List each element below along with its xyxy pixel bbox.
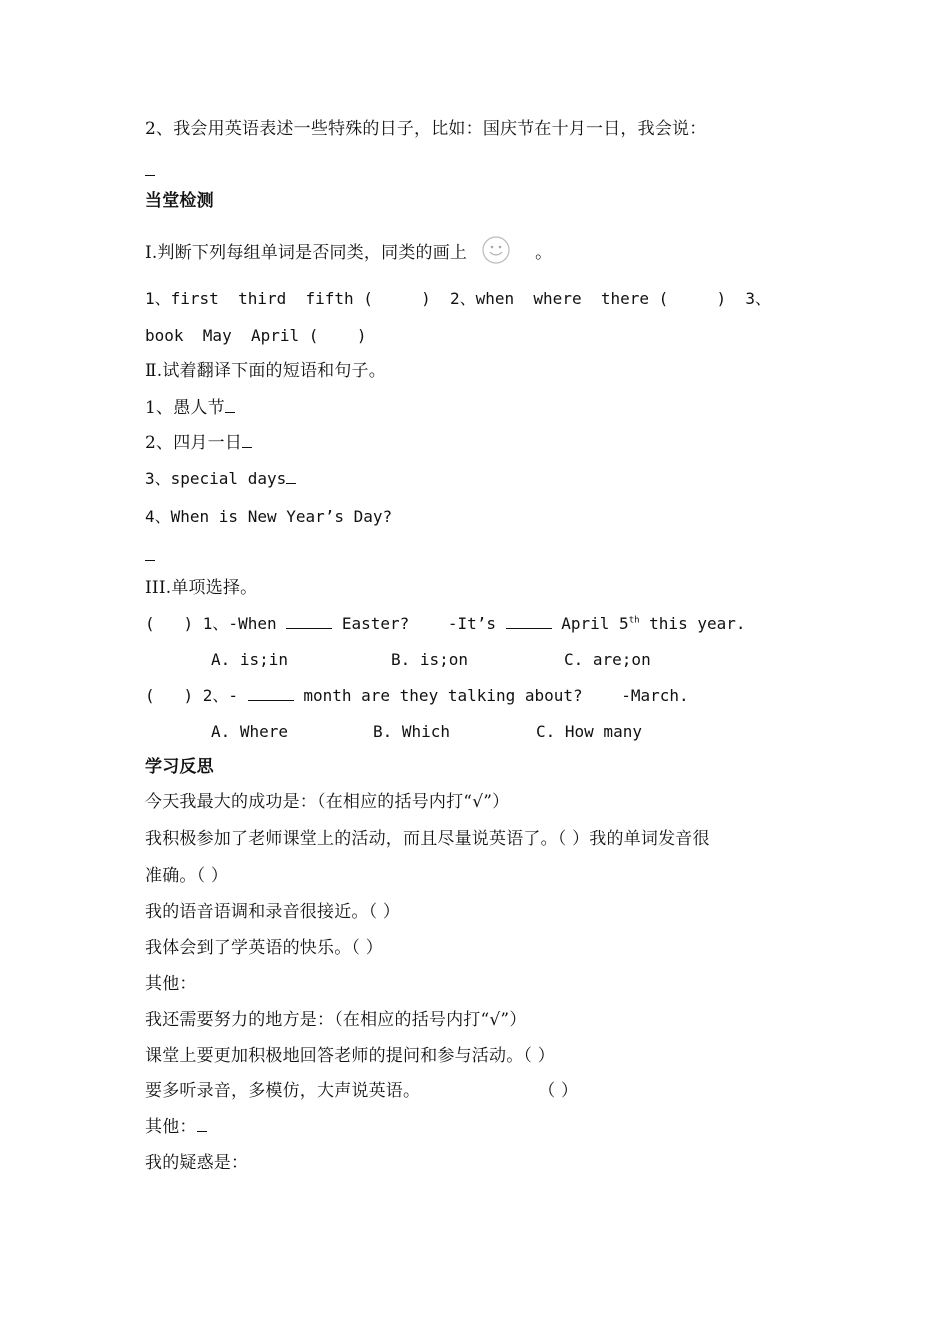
success-title: 今天我最大的成功是：（在相应的括号内打“√”） bbox=[145, 792, 510, 812]
other-label-1: 其他： bbox=[145, 974, 197, 994]
answer-blank bbox=[145, 160, 155, 182]
other-label-2: 其他： bbox=[145, 1116, 207, 1138]
question-2-options bbox=[211, 721, 642, 743]
improve-line-1: 课堂上要更加积极地回答老师的提问和参与活动。（ ） bbox=[145, 1046, 555, 1066]
part2-instruction: Ⅱ.试着翻译下面的短语和句子。 bbox=[145, 361, 386, 381]
question-1: ( ) 1、-When Easter? -It’s April 5th this year. bbox=[145, 614, 746, 633]
success-line-1: 我积极参加了老师课堂上的活动，而且尽量说英语了。（ ）我的单词发音很 bbox=[145, 829, 710, 849]
improve-title: 我还需要努力的地方是：（在相应的括号内打“√”） bbox=[145, 1010, 527, 1030]
option-a: A. is;in bbox=[211, 650, 289, 669]
success-line-4: 我体会到了学英语的快乐。（ ） bbox=[145, 938, 383, 958]
option-c: C. are;on bbox=[564, 650, 651, 669]
doubt-label: 我的疑惑是： bbox=[145, 1153, 249, 1173]
smiley-face-icon bbox=[481, 235, 511, 265]
success-line-3: 我的语音语调和录音很接近。（ ） bbox=[145, 902, 401, 922]
improve-line-2: 要多听录音，多模仿，大声说英语。 （ ） bbox=[145, 1081, 579, 1101]
part1-line-1: 1、first third fifth ( ) 2、when where there ( ) 3、 bbox=[145, 289, 771, 308]
option-c: C. How many bbox=[536, 722, 642, 741]
part2-item-1: 1、愚人节 bbox=[145, 397, 235, 419]
part1-line-2: book May April ( ) bbox=[145, 326, 367, 345]
part2-item-2: 2、四月一日 bbox=[145, 432, 252, 454]
option-b: B. Which bbox=[373, 722, 451, 741]
option-b: B. is;on bbox=[391, 650, 469, 669]
section-heading-reflection: 学习反思 bbox=[145, 757, 214, 777]
question-2: ( ) 2、- month are they talking about? -March. bbox=[145, 686, 689, 705]
part2-item-4: 4、When is New Year’s Day? bbox=[145, 507, 393, 526]
part3-instruction: III.单项选择。 bbox=[145, 578, 258, 598]
option-a: A. Where bbox=[211, 722, 289, 741]
part2-item-3: 3、special days bbox=[145, 468, 296, 490]
success-line-2: 准确。（ ） bbox=[145, 866, 229, 886]
answer-blank bbox=[145, 545, 155, 567]
part1-instruction: Ⅰ.判断下列每组单词是否同类，同类的画上 。 bbox=[145, 242, 552, 265]
intro-line-2: 2、我会用英语表述一些特殊的日子，比如：国庆节在十月一日，我会说： bbox=[145, 119, 707, 139]
section-heading-check: 当堂检测 bbox=[145, 191, 214, 211]
question-1-options bbox=[211, 649, 651, 671]
